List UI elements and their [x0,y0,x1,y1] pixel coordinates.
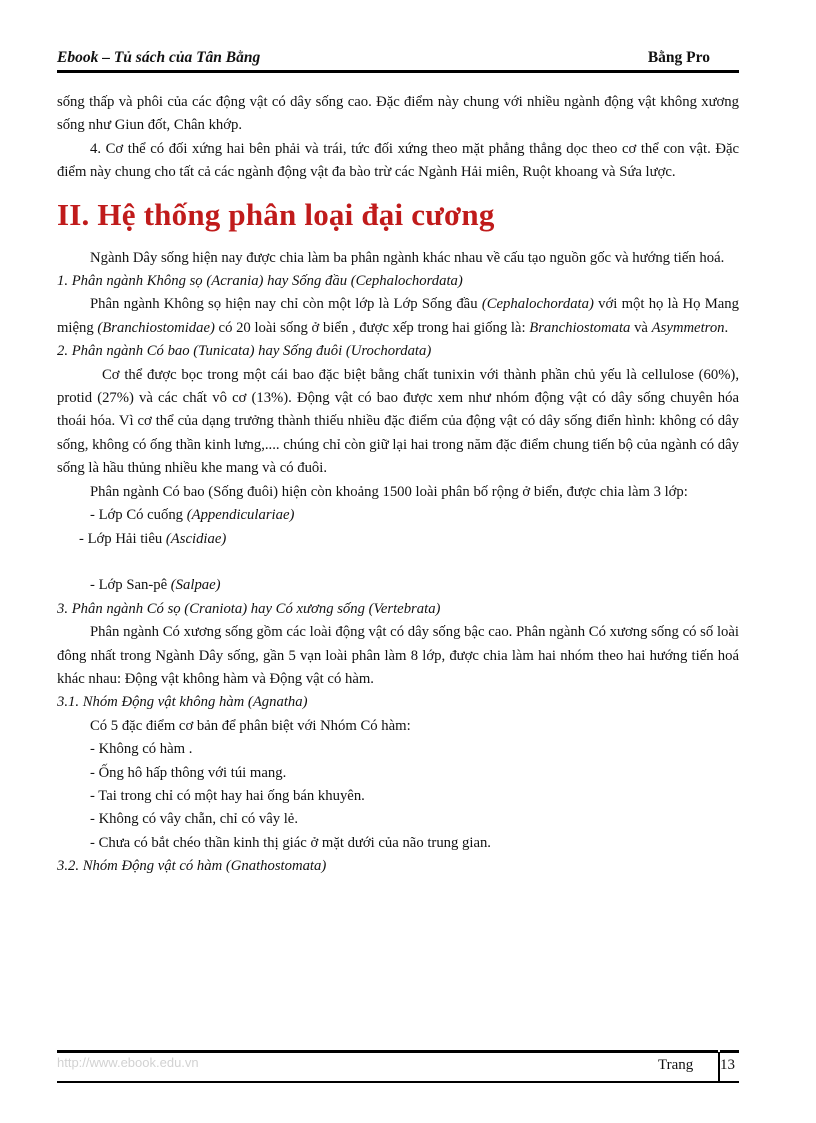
subsection-1-title: 1. Phân ngành Không sọ (Acrania) hay Sống đầu (Cephalochordata) [57,273,463,290]
blank-line [57,551,739,574]
class-name: - Lớp San-pê [90,577,171,594]
latin-term: (Salpae) [170,577,221,594]
subsection-2-paragraph-2: Phân ngành Có bao (Sống đuôi) hiện còn khoảng 1500 loài phân bố rộng ở biển, được chia làm 3 lớp: [90,483,688,500]
paragraph-intro-continued: sống thấp và phôi của các động vật có dây sống cao. Đặc điểm này chung với nhiều ngành động vật không xương sống như Giun đốt, Chân khớp. [57,94,739,134]
class-name: - Lớp Hải tiêu [79,530,166,547]
section-heading: II. Hệ thống phân loại đại cương [57,196,495,232]
subsection-3-1-title: 3.1. Nhóm Động vật không hàm (Agnatha) [57,694,308,711]
subsection-2-paragraph-1: Cơ thể được bọc trong một cái bao đặc biệt bằng chất tunixin với thành phần chủ yếu là cellulose (60%), protid (27%) và các chất vô cơ (13%). Động vật có bao được xem như nhóm động vật có dây sống chuyên hóa thoái hóa. Vì cơ thể của dạng trưởng thành thiếu nhiều đặc điểm của động vật có dây sống điển hình: không có dây sống, không có ống thần kinh lưng,.... chúng chỉ còn giữ lại hai trong năm đặc điểm chung tiến bộ của ngành có dây sống là hầu thủng nhiều khe mang và có đuôi. [57,366,740,477]
footer-rule-short [720,1050,739,1053]
text-run: có 20 loài sống ở biển , được xếp trong hai giống là: [214,319,530,336]
page-number: 13 [720,1057,735,1073]
subsection-3-1-intro: Có 5 đặc điểm cơ bản để phân biệt với Nhóm Có hàm: [90,717,411,734]
feature-list-item: - Ống hô hấp thông với túi mang. [90,764,287,781]
feature-list-item: - Không có vây chẵn, chỉ có vây lẻ. [90,811,298,828]
latin-term: Asymmetron [651,319,725,336]
subsection-2-title: 2. Phân ngành Có bao (Tunicata) hay Sống đuôi (Urochordata) [57,343,432,360]
subsection-3-2-title: 3.2. Nhóm Động vật có hàm (Gnathostomata) [57,858,327,875]
feature-list-item: - Không có hàm . [90,741,193,758]
latin-term: (Appendiculariae) [186,507,295,524]
header-title: Ebook – Tủ sách của Tân Bằng [57,49,261,66]
header-rule [57,70,739,73]
subsection-1-paragraph [57,293,739,340]
subsection-3-paragraph: Phân ngành Có xương sống gồm các loài động vật có dây sống bậc cao. Phân ngành Có xương sống có số loài đông nhất trong Ngành Dây sống, gần 5 vạn loài phân làm 8 lớp, được chia làm hai nhóm theo hai hướng tiến hoá khác nhau: Động vật không hàm và Động vật có hàm. [57,624,739,687]
latin-term: (Cephalochordata) [481,296,594,313]
feature-list-item: - Tai trong chỉ có một hay hai ống bán khuyên. [90,787,365,804]
text-run: Phân ngành Không sọ hiện nay chỉ còn một lớp là Lớp Sống đầu [90,296,482,313]
latin-term: (Branchiostomidae) [97,319,215,336]
feature-list-item: - Chưa có bắt chéo thần kinh thị giác ở mặt dưới của não trung gian. [90,834,491,851]
footer-bottom-rule [57,1081,739,1083]
page-label: Trang [658,1057,694,1073]
latin-term: Branchiostomata [529,319,631,336]
subsection-3-title: 3. Phân ngành Có sọ (Craniota) hay Có xương sống (Vertebrata) [57,600,441,617]
watermark-url: http://www.ebook.edu.vn [57,1055,199,1070]
paragraph-overview: Ngành Dây sống hiện nay được chia làm ba phân ngành khác nhau về cấu tạo nguồn gốc và hướng tiến hoá. [90,249,725,266]
text-run: . [724,319,729,336]
text-run: và [630,319,652,336]
class-list-item [57,528,739,551]
text-run: với một họ là Họ Mang miệng [57,296,739,336]
class-list-item [57,504,739,527]
class-name: - Lớp Có cuống [90,507,187,524]
footer-rule [57,1050,718,1053]
header-author: Bằng Pro [647,49,710,66]
page-body [57,91,739,879]
latin-term: (Ascidiae) [165,530,227,547]
class-list-item [57,574,739,597]
paragraph-point-4: 4. Cơ thể có đối xứng hai bên phải và trái, tức đối xứng theo mặt phẳng thẳng dọc theo cơ thể con vật. Đặc điểm này chung cho tất cả các ngành động vật đa bào trừ các Ngành Hải miên, Ruột khoang và Sứa lược. [57,140,739,181]
